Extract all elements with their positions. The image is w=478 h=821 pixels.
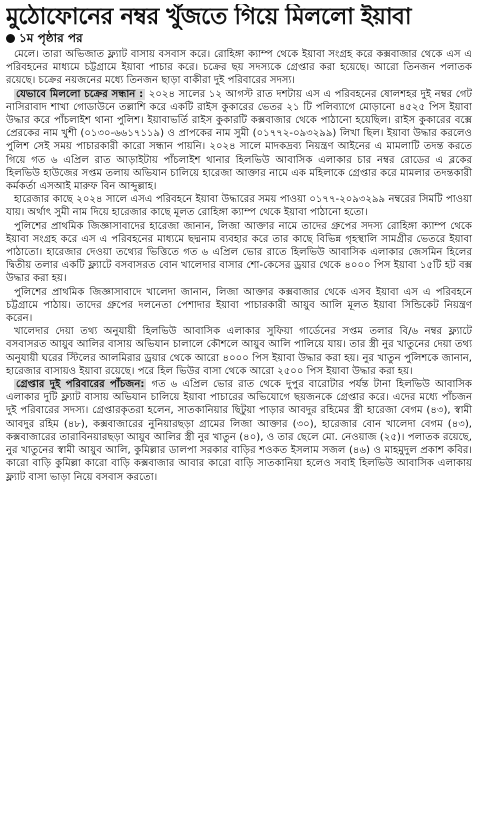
paragraph-text: মেলে। তারা অভিজাত ফ্ল্যাট বাসায় বসবাস করে। রোহিঙ্গা ক্যাম্প থেকে ইয়াবা সংগ্রহ করে কক্সবাজার থেকে এস এ পরিবহনের মাধ্যমে চট্টগ্রামে ইয়াবা পাচার করে। চক্রের ছয় সদস্যকে গ্রেপ্তার করা হয়েছে। আরো তিনজন পলাতক রয়েছে। চক্রের নয়জনের মধ্যে তিনজন ছাড়া বাকীরা দুই পরিবারের সদস্য।: [6, 49, 472, 87]
paragraph-text: হারেজার কাছে ২০২৪ সালে এসএ পরিবহনে ইয়াবা উদ্ধারের সময় পাওয়া ০১৭৭-২০৯৩২৯৯ নম্বরের সিমটি পাওয়া যায়। অর্থাৎ সুমী নাম দিয়ে হারেজার কাছে মূলত রোহিঙ্গা ক্যাম্প থেকে ইয়াবা পাঠানো হতো।: [6, 194, 472, 219]
paragraph-text: পুলিশের প্রাথমিক জিজ্ঞাসাবাদের হারেজা জানান, লিজা আক্তার নামে তাদের গ্রুপের সদস্য রোহিঙ্গা ক্যাম্প থেকে ইয়াবা সংগ্রহ করে এস এ পরিবহনের মাধ্যমে ছদ্মনাম ব্যবহার করে তার কাছে বিভিন্ন গৃহস্থালি সামগ্রীর ভেতরে ইয়াবা পাঠাতো। হারেজার দেওয়া তথ্যের ভিত্তিতে গত ৬ এপ্রিল ভোর রাতে হিলভিউ আবাসিক এলাকার জেসমিন হিলের দ্বিতীয় তলার একটি ফ্ল্যাটে বসবাসরত বোন খালেদার বাসার শো-কেসের ড্রয়ার থেকে ৪০০০ পিস ইয়াবা ১৫টি হট বক্স উদ্ধার করা হয়।: [6, 220, 472, 285]
paragraph: [6, 325, 472, 378]
article-headline: মুঠোফোনের নম্বর খুঁজতে গিয়ে মিললো ইয়াবা: [6, 4, 412, 30]
paragraph: [6, 88, 472, 194]
paragraph: [6, 193, 472, 219]
paragraph: [6, 48, 472, 88]
paragraph-text: পুলিশের প্রাথমিক জিজ্ঞাসাবাদে খালেদা জানান, লিজা আক্তার কক্সবাজার থেকে এসব ইয়াবা এস এ পরিবহনে চট্টগ্রামে পাঠায়। তাদের গ্রুপের দলনেতা পেশাদার ইয়াবা পাচারকারী আয়ুব আলি মূলত ইয়াবা সিন্ডিকেট নিয়ন্ত্রণ করেন।: [6, 286, 472, 325]
bullet-icon: [6, 34, 15, 43]
continued-from-label: ১ম পৃষ্ঠার পর: [19, 31, 83, 45]
continued-from: [6, 31, 472, 46]
article-body: [6, 48, 472, 484]
paragraph-text: ২০২৪ সালের ১২ আগস্ট রাত দশটায় এস এ পরিবহনের ষোলশহর দুই নম্বর গেট নাসিরাবাদ শাখা গোডাউনে তল্লাশি করে একটি রাইস কুকারের ভেতর ২১ টি পলিব্যাগে মোড়ানো ৪৫২৫ পিস ইয়াবা উদ্ধার করে পাঁচলাইশ থানা পুলিশ। ইয়াবাভর্তি রাইস কুকারটি কক্সবাজার থেকে পাঠানো হয়েছিল। রাইস কুকারের বক্সে প্রেরকের নাম খুশী (০১৩০-৬৬১৭১১৯) ও প্রাপকের নাম সুমী (০১৭৭২-০৯৩২৯৯) লিখা ছিল। ইয়াবা উদ্ধার করলেও পুলিশ সেই সময় পাচারকারী কারো সন্ধান পায়নি। ২০২৪ সালে মাদকদ্রব্য নিয়ন্ত্রণ আইনের এ মামলাটি তদন্ত করতে গিয়ে গত ৬ এপ্রিল রাত আড়াইটায় পাঁচলাইশ থানার হিলভিউ আবাসিক এলাকার চার নম্বর রোডের এ ব্লকের হিলভিউ হাউজের সপ্তম তলায় অভিযান চালিয়ে হারেজা আক্তার নামে এক মহিলাকে গ্রেপ্তার করে মামলার তদন্তকারী কর্মকর্তা এসআই মারুফ বিন আব্দুল্লাহ।: [6, 88, 472, 193]
paragraph-text: গত ৬ এপ্রিল ভোর রাত থেকে দুপুর বারোটার পর্যন্ত টানা হিলভিউ আবাসিক এলাকার দুটি ফ্ল্যাট বাসায় অভিযান চালিয়ে ইয়াবা পাচারের অভিযোগে ছয়জনকে গ্রেপ্তার করে। এদের মধ্যে পাঁচজন দুই পরিবারের সদস্য। গ্রেপ্তারকৃতরা হলেন, সাতকানিয়ার ছিটুয়া পাড়ার আবদুর রহিমের স্ত্রী হারেজা বেগম (৪৩), স্বামী আবদুর রহিম (৪৮), কক্সবাজারের নুনিয়ারছড়া গ্রামের লিজা আক্তার (৩০), হারেজার বোন খালেদা বেগম (৪৩), কক্সবাজারের তারাবিনয়ারছড়া আয়ুব আলির স্ত্রী নুর খাতুন (৪০), ও তার ছেলে মো. নেওয়াজ (২৫)। পলাতক রয়েছে, নুর খাতুনের স্বামী আয়ুব আলি, কুমিল্লার ডালপা সরকার বাড়ির শওকত ইসলাম সজল (৪৬) ও মাহমুদুল প্রকাশ কবির। কারো বাড়ি কুমিল্লা কারো বাড়ি কক্সবাজার আবার কারো বাড়ি সাতকানিয়া হলেও সবাই হিলভিউ আবাসিক এলাকায় ফ্ল্যাট বাসা ভাড়া নিয়ে বসবাস করতো।: [6, 379, 472, 483]
paragraph: [6, 220, 472, 286]
paragraph: [6, 286, 472, 326]
paragraph-text: খালেদার দেয়া তথ্য অনুযায়ী হিলভিউ আবাসিক এলাকার সুফিয়া গার্ডেনের সপ্তম তলার বি/৬ নম্বর ফ্ল্যাটে বসবাসরত আয়ুব আলির বাসায় অভিযান চালালে কৌশলে আয়ুব আলি পালিয়ে যায়। তার স্ত্রী নুর খাতুনের দেয়া তথ্য অনুযায়ী ঘরের স্টিলের আলমিরার ড্রয়ার থেকে আরো ৪০০০ পিস ইয়াবা উদ্ধার করা হয়। নুর খাতুন পুলিশকে জানান, হারেজার বাসায়ও ইয়াবা রয়েছে। পরে হিল ভিউর বাসা থেকে আরো ২৫০০ পিস ইয়াবা উদ্ধার করা হয়।: [6, 326, 472, 377]
subheading: যেভাবে মিললো চক্রের সন্ধান :: [16, 88, 144, 100]
subheading: গ্রেপ্তার দুই পরিবারের পাঁচজন:: [16, 379, 145, 391]
paragraph: [6, 378, 472, 484]
